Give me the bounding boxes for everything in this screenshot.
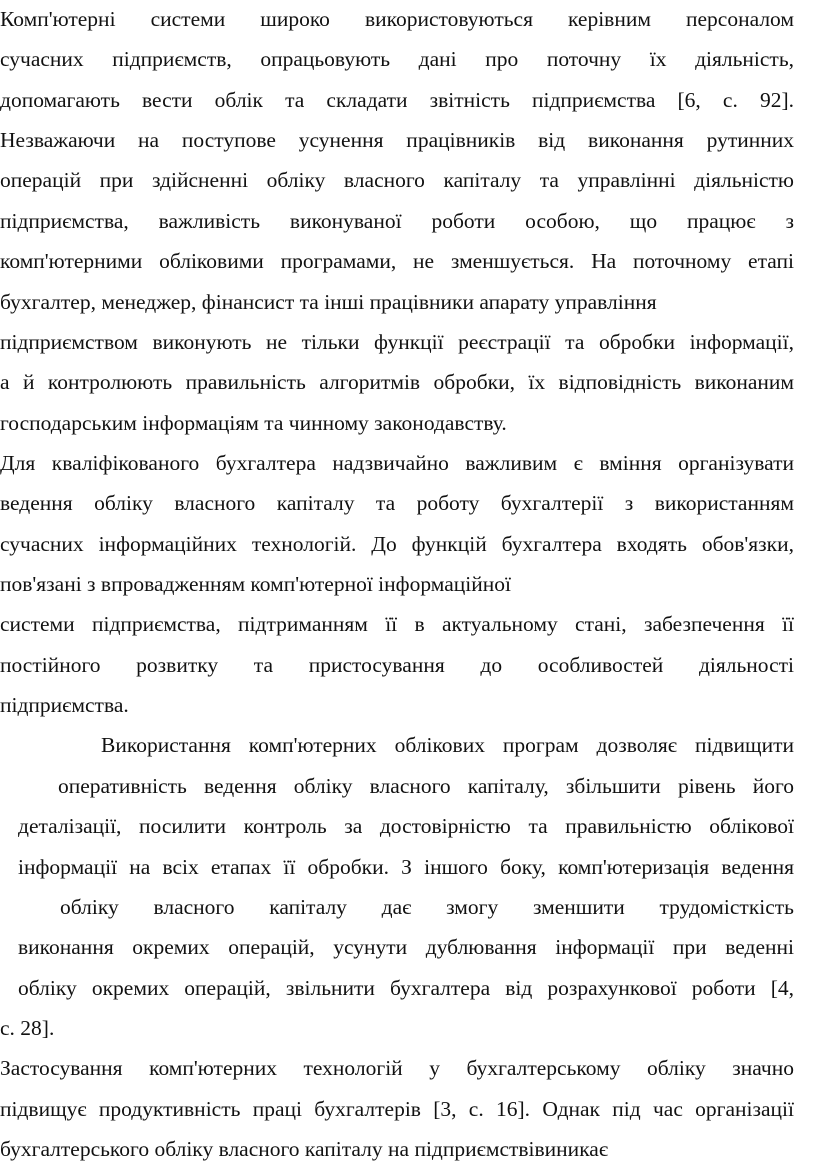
p3-line-8: с. 28].: [0, 1015, 55, 1040]
p3-line-4: інформації на всіх етапах її обробки. З іншого боку, комп'ютеризація ведення: [18, 854, 794, 879]
p3-line-6: виконання окремих операцій, усунути дублювання інформації при веденні: [18, 935, 794, 960]
p1-line-3: допомагають вести облік та складати звітність підприємства [6, с. 92].: [0, 87, 794, 112]
p2-line-2: ведення обліку власного капіталу та роботу бухгалтерії з використанням: [0, 491, 794, 516]
p2-line-6: постійного розвитку та пристосування до особливостей діяльності: [0, 652, 794, 677]
p2-line-7: підприємства.: [0, 693, 129, 718]
p3-line-2: оперативність ведення обліку власного капіталу, збільшити рівень його: [58, 773, 794, 798]
p4-line-3: бухгалтерського обліку власного капіталу на підприємствівиникає: [0, 1137, 609, 1161]
p1-line-10: а й контролюють правильність алгоритмів обробки, їх відповідність виконаним: [0, 370, 794, 395]
p1-line-11: господарським інформаціям та чинному законодавству.: [0, 410, 507, 435]
p1-line-7: комп'ютерними обліковими програмами, не зменшується. На поточному етапі: [0, 249, 794, 274]
p2-line-5: системи підприємства, підтриманням її в актуальному стані, забезпечення її: [0, 612, 794, 637]
p3-line-1: Використання комп'ютерних облікових програм дозволяє підвищити: [101, 733, 794, 758]
p4-line-1: Застосування комп'ютерних технологій у бухгалтерському обліку значно: [0, 1056, 794, 1081]
p2-line-3: сучасних інформаційних технологій. До функцій бухгалтера входять обов'язки,: [0, 531, 794, 556]
p1-line-6: підприємства, важливість виконуваної роботи особою, що працює з: [0, 208, 794, 233]
p4-line-2: підвищує продуктивність праці бухгалтерів [3, с. 16]. Однак під час організації: [0, 1096, 794, 1121]
p1-line-4: Незважаючи на поступове усунення працівників від виконання рутинних: [0, 128, 794, 153]
p2-line-4: пов'язані з впровадженням комп'ютерної інформаційної: [0, 572, 511, 596]
p1-line-1: Комп'ютерні системи широко використовуються керівним персоналом: [0, 7, 794, 31]
p1-line-5: операцій при здійсненні обліку власного капіталу та управлінні діяльністю: [0, 168, 794, 193]
p1-line-2: сучасних підприємств, опрацьовують дані про поточну їх діяльність,: [0, 47, 794, 72]
p3-line-3: деталізації, посилити контроль за достовірністю та правильністю облікової: [18, 814, 794, 839]
p2-line-1: Для кваліфікованого бухгалтера надзвичайно важливим є вміння організувати: [0, 450, 794, 475]
p1-line-9: підприємством виконують не тільки функції реєстрації та обробки інформації,: [0, 329, 794, 354]
p1-line-8: бухгалтер, менеджер, фінансист та інші працівники апарату управління: [0, 289, 657, 314]
p3-line-7: обліку окремих операцій, звільнити бухгалтера від розрахункової роботи [4,: [18, 975, 794, 1000]
p3-line-5: обліку власного капіталу дає змогу зменшити трудомісткість: [60, 894, 794, 919]
